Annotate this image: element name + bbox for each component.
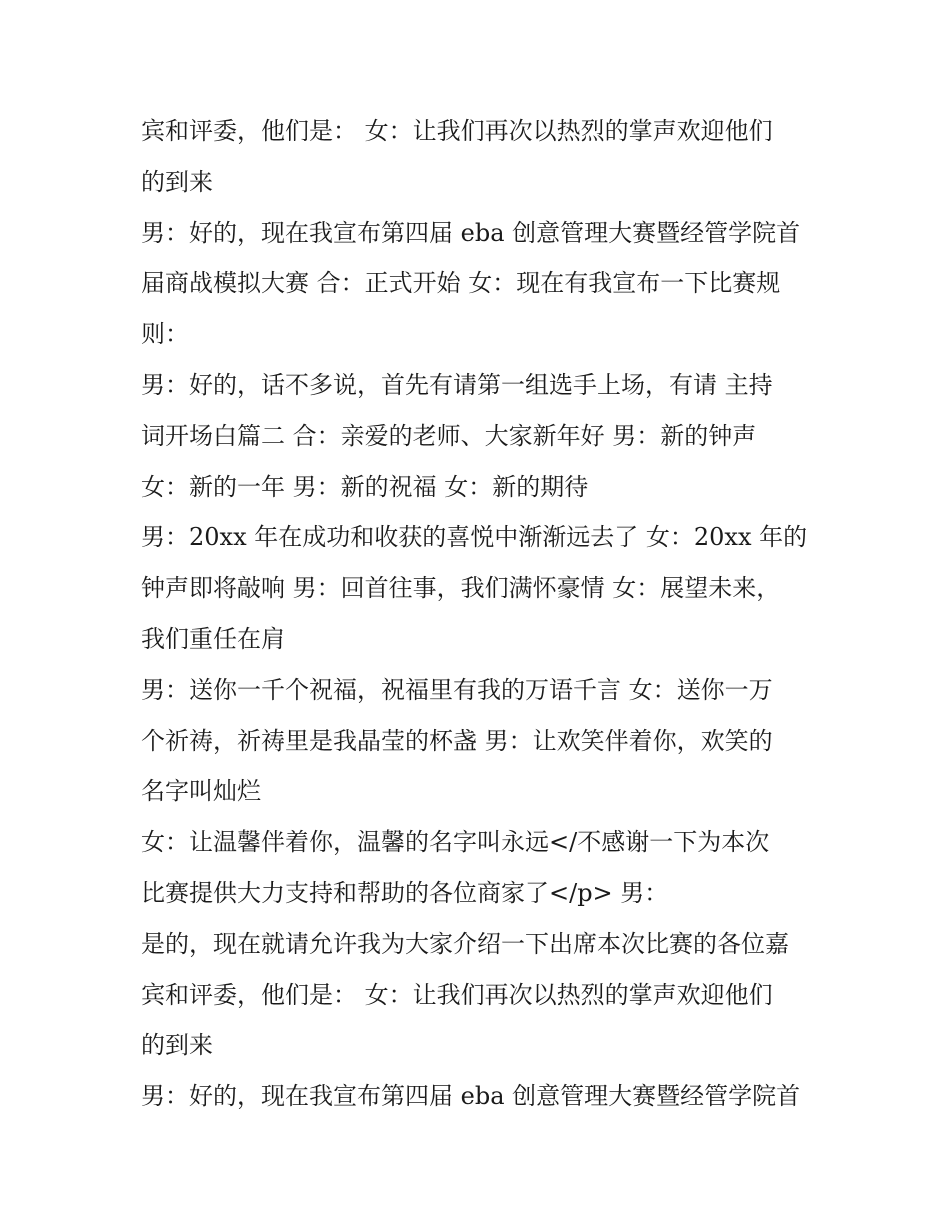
text-line: 钟声即将敲响 男：回首往事，我们满怀豪情 女：展望未来， <box>141 574 781 603</box>
text-line: 的到来 <box>141 1031 213 1060</box>
text-line: 届商战模拟大赛 合：正式开始 女：现在有我宣布一下比赛规 <box>141 269 781 298</box>
text-line: 个祈祷，祈祷里是我晶莹的杯盏 男：让欢笑伴着你，欢笑的 <box>141 726 773 755</box>
text-line: 男：好的，现在我宣布第四届 eba 创意管理大赛暨经管学院首 <box>141 218 801 247</box>
text-line: 女：让温馨伴着你，温馨的名字叫永远</不感谢一下为本次 <box>141 828 770 857</box>
text-line: 的到来 <box>141 167 213 196</box>
body-text <box>141 106 821 1122</box>
text-line: 宾和评委，他们是： 女：让我们再次以热烈的掌声欢迎他们 <box>141 980 773 1009</box>
text-line: 宾和评委，他们是： 女：让我们再次以热烈的掌声欢迎他们 <box>141 117 773 145</box>
text-line: 我们重任在肩 <box>141 624 285 653</box>
text-line: 男：20xx 年在成功和收获的喜悦中渐渐远去了 女：20xx 年的 <box>141 523 808 552</box>
text-line: 词开场白篇二 合：亲爱的老师、大家新年好 男：新的钟声 <box>141 421 757 450</box>
text-line: 比赛提供大力支持和帮助的各位商家了</p> 男： <box>141 878 669 907</box>
text-line: 是的，现在就请允许我为大家介绍一下出席本次比赛的各位嘉 <box>141 929 789 958</box>
text-line: 女：新的一年 男：新的祝福 女：新的期待 <box>141 472 589 501</box>
text-line: 男：好的，话不多说，首先有请第一组选手上场，有请 主持 <box>141 370 773 399</box>
text-line: 男：好的，现在我宣布第四届 eba 创意管理大赛暨经管学院首 <box>141 1082 801 1111</box>
text-line: 名字叫灿烂 <box>141 777 261 806</box>
text-line: 男：送你一千个祝福，祝福里有我的万语千言 女：送你一万 <box>141 675 773 704</box>
text-line: 则： <box>141 320 189 349</box>
